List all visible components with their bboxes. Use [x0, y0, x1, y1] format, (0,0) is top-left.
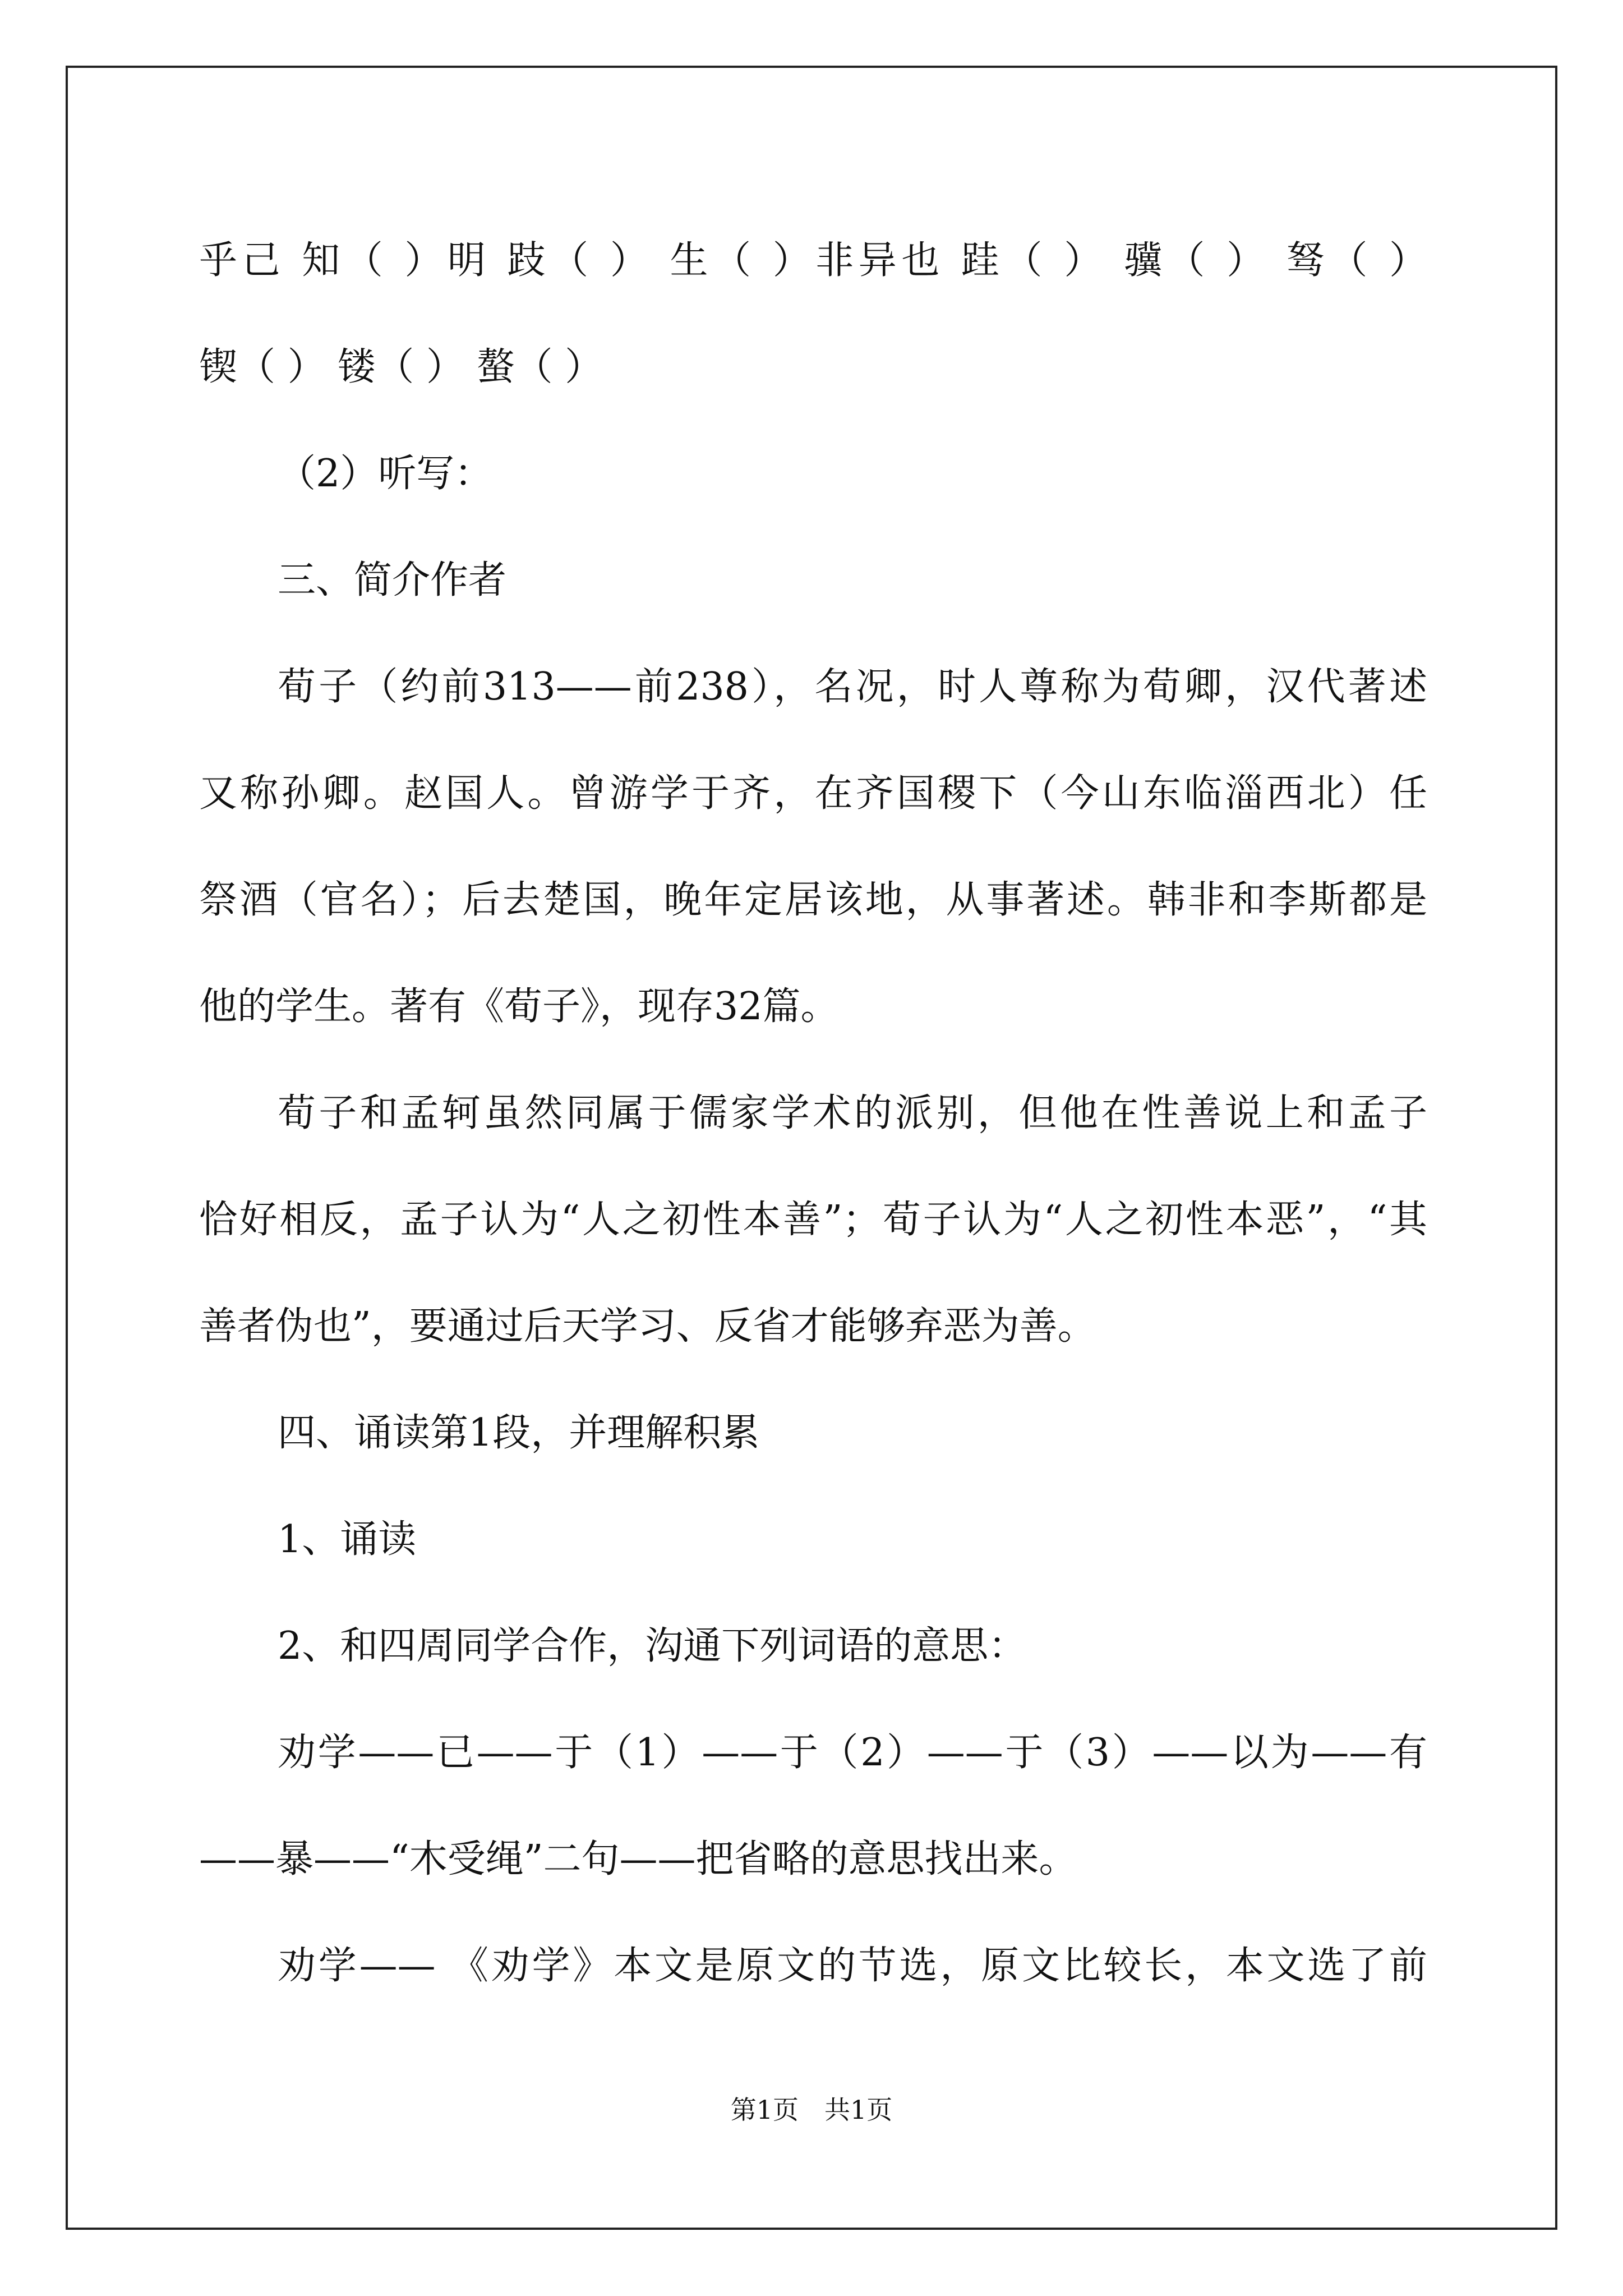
text-line: 锲（ ） 镂（ ） 螯（ ） [199, 345, 603, 389]
text-line: 劝学——已——于（1）——于（2）——于（3）——以为——有 [278, 1731, 1427, 1775]
text-line: 他的学生。著有《荀子》，现存32篇。 [199, 984, 839, 1029]
document-body [199, 208, 1427, 2019]
text-line: 2、和四周同学合作，沟通下列词语的意思： [278, 1624, 1027, 1668]
section-heading: 三、简介作者 [278, 558, 507, 602]
text-line: 1、诵读 [278, 1517, 417, 1562]
text-line: （2）听写： [278, 452, 493, 496]
text-line: 荀子和孟轲虽然同属于儒家学术的派别，但他在性善说上和孟子 [278, 1091, 1427, 1135]
text-line: 恰好相反，孟子认为“人之初性本善”；荀子认为“人之初性本恶”，“其 [199, 1198, 1427, 1242]
text-line: 又称孙卿。赵国人。曾游学于齐，在齐国稷下（今山东临淄西北）任 [199, 771, 1427, 816]
section-heading: 四、诵读第1段，并理解积累 [278, 1411, 760, 1455]
text-line: ——暴——“木受绳”二句——把省略的意思找出来。 [199, 1837, 1077, 1881]
text-line: 乎己 知（ ）明 跂（ ） 生（ ）非异也 跬（ ） 骥（ ） 驽（ ） [199, 238, 1427, 283]
page-footer: 第1页 共1页 [730, 2095, 893, 2125]
text-line: 劝学—— 《劝学》本文是原文的节选，原文比较长，本文选了前 [278, 1944, 1427, 1988]
text-line: 善者伪也”，要通过后天学习、反省才能够弃恶为善。 [199, 1304, 1096, 1349]
text-line: 荀子（约前313——前238），名况，时人尊称为荀卿，汉代著述 [278, 665, 1427, 709]
text-line: 祭酒（官名）；后去楚国，晚年定居该地，从事著述。韩非和李斯都是 [199, 878, 1427, 922]
